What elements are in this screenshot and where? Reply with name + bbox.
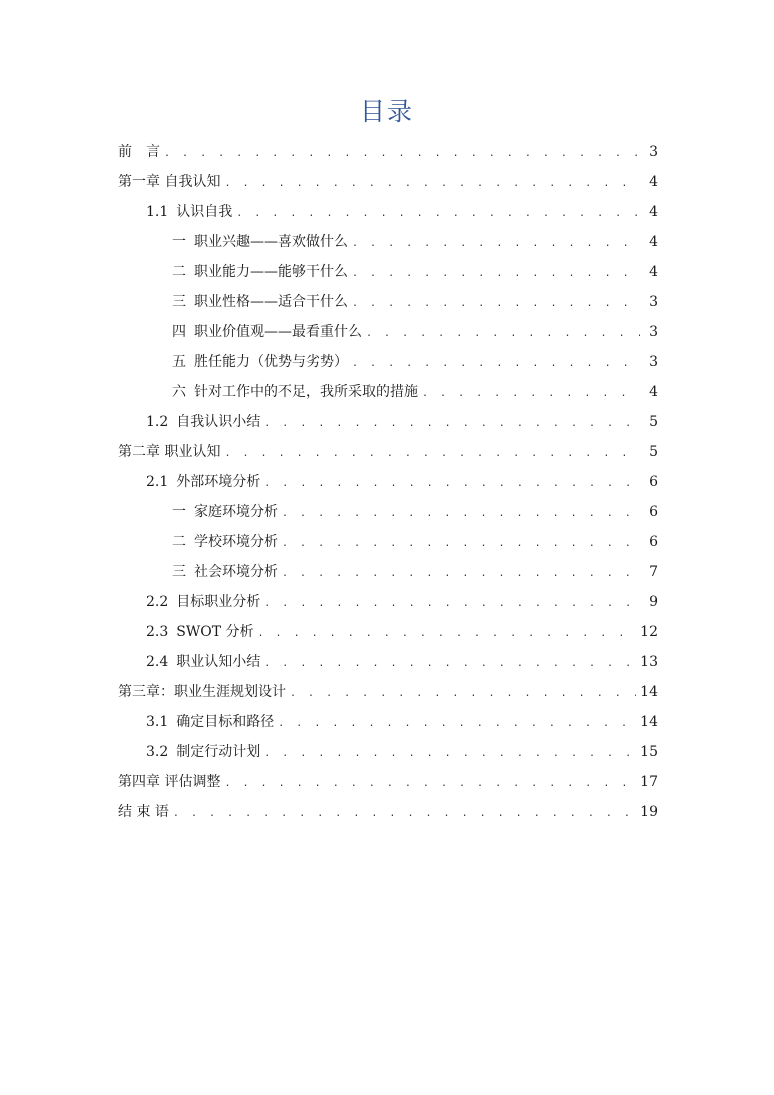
- toc-entry-number: 一: [172, 234, 186, 250]
- toc-entry-chapter-2[interactable]: [118, 437, 658, 467]
- dot-leader: [258, 619, 637, 649]
- toc-entry-number: 3.2: [146, 744, 169, 760]
- toc-entry-1-1-f[interactable]: [172, 377, 658, 407]
- dot-leader: [224, 769, 636, 799]
- toc-entry-text: 胜任能力（优势与劣势）: [194, 354, 348, 370]
- toc-entry-text: 目标职业分析: [176, 594, 261, 610]
- toc-entry-number: 六: [172, 384, 186, 400]
- toc-entry-number: 四: [172, 324, 186, 340]
- toc-page-number: 6: [649, 534, 658, 550]
- dot-leader: [264, 469, 640, 499]
- dot-leader: [352, 289, 640, 319]
- dot-leader: [264, 649, 636, 679]
- toc-entry-text: 职业性格——适合干什么: [194, 294, 348, 310]
- toc-entry-preface[interactable]: [118, 137, 658, 167]
- toc-entry-text: SWOT 分析: [176, 624, 254, 640]
- dot-leader: [282, 529, 640, 559]
- dot-leader: [224, 169, 640, 199]
- dot-leader: [224, 439, 640, 469]
- toc-entry-text: 职业兴趣——喜欢做什么: [194, 234, 348, 250]
- toc-entry-text: 职业能力——能够干什么: [194, 264, 348, 280]
- toc-entry-number: 三: [172, 564, 186, 580]
- dot-leader: [278, 709, 636, 739]
- toc-page-number: 4: [649, 204, 658, 220]
- toc-entry-1-1[interactable]: [146, 197, 658, 227]
- toc-entry-text: 前 言: [118, 144, 160, 160]
- dot-leader: [290, 679, 636, 709]
- toc-page-number: 13: [640, 654, 658, 670]
- toc-page-number: 7: [649, 564, 658, 580]
- toc-entry-1-2[interactable]: [146, 407, 658, 437]
- toc-entry-text: 结 束 语: [118, 804, 169, 820]
- toc-page-number: 19: [640, 804, 658, 820]
- toc-entry-2-1-c[interactable]: [172, 557, 658, 587]
- toc-page-number: 9: [649, 594, 658, 610]
- toc-page-number: 6: [649, 504, 658, 520]
- dot-leader: [352, 259, 640, 289]
- toc-entry-number: 五: [172, 354, 186, 370]
- toc-entry-text: 针对工作中的不足，我所采取的措施: [194, 384, 418, 400]
- toc-entry-number: 三: [172, 294, 186, 310]
- toc-entry-2-4[interactable]: [146, 647, 658, 677]
- toc-page-number: 15: [640, 744, 658, 760]
- toc-page-number: 5: [649, 444, 658, 460]
- toc-page-number: 14: [640, 684, 658, 700]
- toc-page-number: 4: [649, 174, 658, 190]
- toc-entry-1-1-e[interactable]: [172, 347, 658, 377]
- dot-leader: [422, 379, 640, 409]
- toc-entry-number: 2.2: [146, 594, 169, 610]
- dot-leader: [264, 589, 640, 619]
- dot-leader: [366, 319, 640, 349]
- toc-entry-text: 自我认识小结: [176, 414, 261, 430]
- toc-entry-text: 职业价值观——最看重什么: [194, 324, 362, 340]
- toc-entry-number: 3.1: [146, 714, 169, 730]
- toc-page-number: 14: [640, 714, 658, 730]
- dot-leader: [264, 739, 636, 769]
- toc-page-number: 3: [649, 144, 658, 160]
- toc-entry-text: 第一章 自我认知: [118, 174, 221, 190]
- toc-entry-1-1-d[interactable]: [172, 317, 658, 347]
- toc-page-number: 4: [649, 234, 658, 250]
- toc-entry-text: 第四章 评估调整: [118, 774, 221, 790]
- toc-entry-number: 2.1: [146, 474, 169, 490]
- toc-entry-chapter-3[interactable]: [118, 677, 658, 707]
- toc-entry-number: 1.1: [146, 204, 169, 220]
- toc-entry-text: 职业认知小结: [176, 654, 261, 670]
- toc-entry-2-1-b[interactable]: [172, 527, 658, 557]
- toc-entry-text: 第二章 职业认知: [118, 444, 221, 460]
- toc-entry-text: 第三章：职业生涯规划设计: [118, 684, 286, 700]
- toc-page-number: 12: [640, 624, 658, 640]
- toc-page-number: 17: [640, 774, 658, 790]
- dot-leader: [236, 199, 640, 229]
- toc-entry-conclusion[interactable]: [118, 797, 658, 827]
- toc-entry-chapter-1[interactable]: [118, 167, 658, 197]
- toc-entry-2-2[interactable]: [146, 587, 658, 617]
- toc-page-number: 3: [649, 354, 658, 370]
- toc-entry-3-2[interactable]: [146, 737, 658, 767]
- dot-leader: [352, 349, 640, 379]
- dot-leader: [282, 559, 640, 589]
- toc-page-number: 4: [649, 264, 658, 280]
- dot-leader: [164, 139, 640, 169]
- toc-entry-number: 2.4: [146, 654, 169, 670]
- toc-page-number: 4: [649, 384, 658, 400]
- toc-entry-chapter-4[interactable]: [118, 767, 658, 797]
- toc-entry-3-1[interactable]: [146, 707, 658, 737]
- toc-entry-text: 外部环境分析: [176, 474, 261, 490]
- dot-leader: [264, 409, 640, 439]
- toc-entry-number: 二: [172, 534, 186, 550]
- toc-entry-text: 学校环境分析: [194, 534, 278, 550]
- toc-entry-1-1-c[interactable]: [172, 287, 658, 317]
- toc-entry-text: 社会环境分析: [194, 564, 278, 580]
- toc-entry-text: 确定目标和路径: [176, 714, 275, 730]
- toc-title: 目录: [359, 97, 414, 126]
- toc-entry-number: 1.2: [146, 414, 169, 430]
- toc-page-number: 3: [649, 324, 658, 340]
- toc-entry-number: 2.3: [146, 624, 169, 640]
- toc-entry-number: 二: [172, 264, 186, 280]
- toc-entry-1-1-a[interactable]: [172, 227, 658, 257]
- toc-entry-text: 制定行动计划: [176, 744, 261, 760]
- toc-page-number: 3: [649, 294, 658, 310]
- toc-entry-2-3[interactable]: [146, 617, 658, 647]
- toc-entry-number: 一: [172, 504, 186, 520]
- toc-entry-1-1-b[interactable]: [172, 257, 658, 287]
- toc-page-number: 5: [649, 414, 658, 430]
- toc-entry-text: 认识自我: [176, 204, 233, 220]
- dot-leader: [352, 229, 640, 259]
- toc-entry-text: 家庭环境分析: [194, 504, 278, 520]
- toc-page-number: 6: [649, 474, 658, 490]
- toc-entry-2-1-a[interactable]: [172, 497, 658, 527]
- dot-leader: [173, 799, 636, 829]
- toc-entry-2-1[interactable]: [146, 467, 658, 497]
- dot-leader: [282, 499, 640, 529]
